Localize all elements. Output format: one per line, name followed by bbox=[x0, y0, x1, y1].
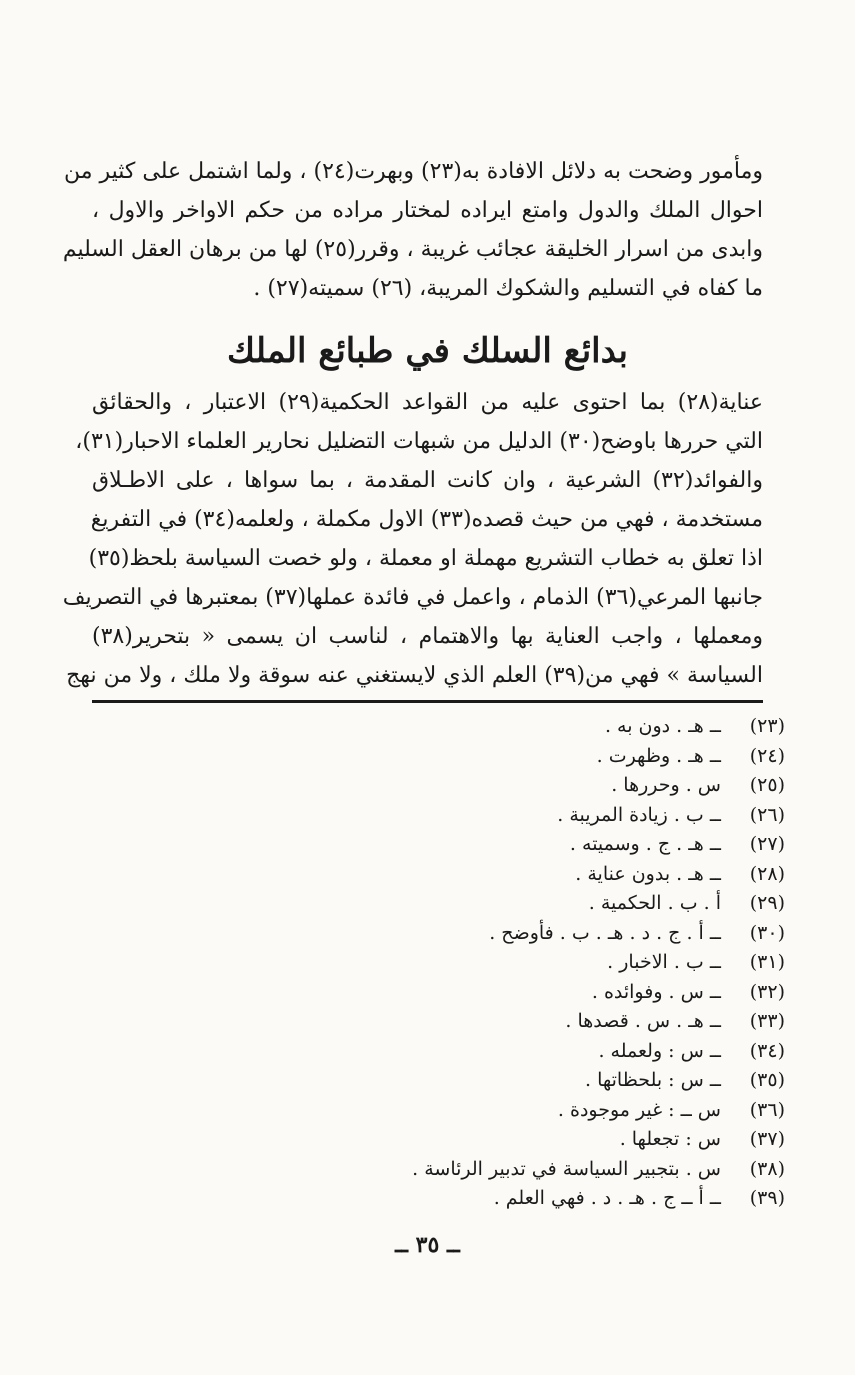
footnote bbox=[225, 1007, 785, 1037]
footnote-number: (٢٧) bbox=[749, 833, 785, 855]
text-line: عناية(٢٨) بما احتوى عليه من القواعد الحكمية(٢٩) الاعتبار ، والحقائق bbox=[92, 390, 763, 415]
paragraph-intro bbox=[62, 152, 763, 308]
footnote-text: س . بتجبير السياسة في تدبير الرئاسة . bbox=[412, 1157, 721, 1180]
footnote-number: (٣٤) bbox=[749, 1039, 785, 1062]
footnote-text: ــ أ ــ ج . هـ . د . فهي العلم . bbox=[493, 1187, 721, 1209]
footnote-number: (٢٨) bbox=[749, 862, 785, 885]
footnote bbox=[225, 801, 785, 831]
text-line: جانبها المرعي(٣٦) الذمام ، واعمل في فائدة عملها(٣٧) بمعتبرها في التصريف bbox=[62, 585, 763, 610]
footnote-number: (٣٣) bbox=[749, 1010, 785, 1032]
footnote-text: ــ س : ولعمله . bbox=[598, 1039, 721, 1062]
footnote bbox=[225, 1155, 785, 1185]
footnote-number: (٣٨) bbox=[749, 1157, 785, 1180]
footnote-number: (٢٥) bbox=[749, 774, 785, 796]
footnote bbox=[225, 1184, 785, 1214]
footnote bbox=[225, 978, 785, 1008]
footnote-number: (٣٠) bbox=[749, 921, 785, 944]
footnote-number: (٢٦) bbox=[749, 803, 785, 826]
footnote bbox=[225, 1125, 785, 1155]
text-line: والفوائد(٣٢) الشرعية ، وان كانت المقدمة ، بما سواها ، على الاطـلاق bbox=[92, 468, 763, 493]
footnote-text: س ــ : غير موجودة . bbox=[557, 1098, 721, 1121]
footnote-text: ــ هـ . بدون عناية . bbox=[575, 862, 721, 885]
text-line: التي حررها باوضح(٣٠) الدليل من شبهات التضليل نحارير العلماء الاحبار(٣١)، bbox=[75, 429, 763, 454]
text-line: السياسة » فهي من(٣٩) العلم الذي لايستغني عنه سوقة ولا ملك ، ولا من نهج bbox=[66, 663, 763, 688]
footnote-text: ــ أ . ج . د . هـ . ب . فأوضح . bbox=[489, 921, 721, 944]
footnote-text: ــ س : بلحظاتها . bbox=[585, 1069, 721, 1091]
footnote-number: (٢٣) bbox=[749, 715, 785, 737]
footnote-number: (٣٢) bbox=[749, 980, 785, 1003]
footnote-text: ــ هـ . دون به . bbox=[604, 715, 721, 737]
footnote bbox=[225, 889, 785, 919]
footnote-text: ــ هـ . س . قصدها . bbox=[565, 1010, 721, 1032]
footnote bbox=[225, 860, 785, 890]
footnote-text: ــ هـ . وظهرت . bbox=[596, 744, 721, 767]
footnote-number: (٣٩) bbox=[749, 1187, 785, 1209]
text-line: ومعملها ، واجب العناية بها والاهتمام ، لناسب ان يسمى « بتحرير(٣٨) bbox=[92, 624, 763, 649]
text-line: ومأمور وضحت به دلائل الافادة به(٢٣) وبهرت(٢٤) ، ولما اشتمل على كثير من bbox=[63, 159, 763, 184]
footnote-text: س : تجعلها . bbox=[619, 1128, 721, 1150]
footnote bbox=[225, 1096, 785, 1126]
footnote bbox=[225, 948, 785, 978]
footnote bbox=[225, 712, 785, 742]
footnote-text: س . وحررها . bbox=[611, 774, 721, 796]
footnote-text: ــ ب . الاخبار . bbox=[607, 951, 721, 973]
footnote bbox=[225, 919, 785, 949]
footnote-number: (٢٩) bbox=[749, 892, 785, 914]
footnote-number: (٢٤) bbox=[749, 744, 785, 767]
footnote-number: (٣١) bbox=[749, 951, 785, 973]
text-line: وابدى من اسرار الخليقة عجائب غريبة ، وقرر(٢٥) لها من برهان العقل السليم bbox=[62, 237, 763, 262]
text-line: اذا تعلق به خطاب التشريع مهملة او معملة ، ولو خصت السياسة بلحظ(٣٥) bbox=[88, 546, 763, 571]
footnote-text: ــ هـ . ج . وسميته . bbox=[569, 833, 721, 855]
section-heading: بدائع السلك في طبائع الملك bbox=[227, 331, 628, 371]
paragraph-body bbox=[62, 383, 763, 695]
page-number: ــ ٣٥ ــ bbox=[395, 1232, 460, 1258]
footnotes-list bbox=[225, 712, 785, 1214]
footnote-divider bbox=[92, 700, 763, 703]
footnote-text: أ . ب . الحكمية . bbox=[588, 892, 721, 914]
footnote bbox=[225, 771, 785, 801]
footnote-number: (٣٦) bbox=[749, 1098, 785, 1121]
footnote bbox=[225, 1066, 785, 1096]
footnote-text: ــ س . وفوائده . bbox=[591, 980, 721, 1003]
footnote-text: ــ ب . زيادة المريبة . bbox=[557, 803, 721, 826]
footnote bbox=[225, 742, 785, 772]
text-line: احوال الملك والدول وامتع ايراده لمختار مراده من حكم الاواخر والاول ، bbox=[92, 198, 763, 223]
footnote bbox=[225, 830, 785, 860]
footnote bbox=[225, 1037, 785, 1067]
footnote-number: (٣٧) bbox=[749, 1128, 785, 1150]
text-line: مستخدمة ، فهي من حيث قصده(٣٣) الاول مكملة ، ولعلمه(٣٤) في التفريغ bbox=[90, 507, 763, 532]
footnote-number: (٣٥) bbox=[749, 1069, 785, 1091]
text-line: ما كفاه في التسليم والشكوك المريبة، (٢٦) سميته(٢٧) . bbox=[253, 276, 763, 301]
